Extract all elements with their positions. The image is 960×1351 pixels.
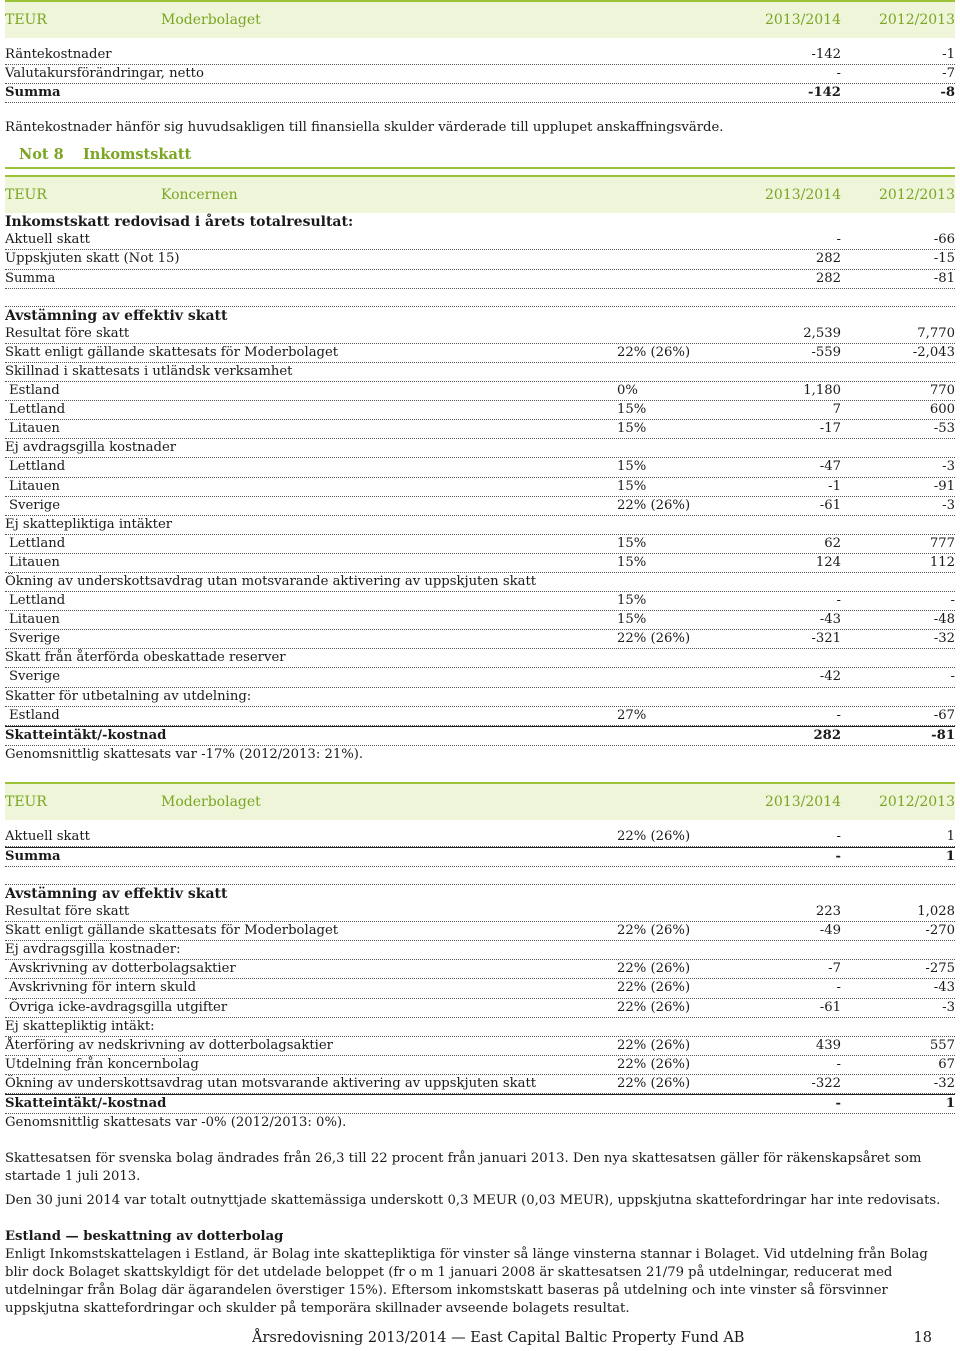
table-row	[5, 65, 955, 84]
row-tax-rate: 22% (26%)	[617, 1037, 691, 1053]
page-footer	[0, 1330, 960, 1350]
row-tax-rate: 15%	[617, 593, 647, 609]
row-tax-rate: 15%	[617, 535, 647, 551]
note-number: Not 8	[19, 145, 64, 163]
table-row-sum	[5, 84, 955, 103]
row-label: Valutakursförändringar, netto	[5, 66, 204, 82]
row-tax-rate	[617, 688, 727, 706]
table-row-sum	[5, 847, 955, 867]
row-tax-rate	[617, 668, 727, 686]
row-tax-rate	[617, 516, 727, 534]
table-header-koncern	[5, 175, 955, 213]
row-tax-rate	[617, 727, 727, 745]
row-value-prior: -67	[933, 707, 955, 723]
table-row	[5, 363, 955, 382]
row-value-current: -43	[819, 612, 841, 628]
row-value-current: -	[836, 1056, 841, 1072]
row-value-prior: -66	[933, 232, 955, 248]
row-label: Återföring av nedskrivning av dotterbolagsaktier	[5, 1037, 333, 1053]
row-label: Avskrivning av dotterbolagsaktier	[9, 961, 236, 977]
document-page	[5, 0, 955, 1318]
row-label: Litauen	[9, 554, 60, 570]
row-tax-rate: 22% (26%)	[617, 980, 691, 996]
table-row	[5, 707, 955, 726]
row-value-current: 2,539	[803, 325, 841, 341]
row-value-prior: -48	[933, 612, 955, 628]
table-row	[5, 1075, 955, 1094]
row-value-current	[727, 516, 841, 534]
row-label: Summa	[5, 85, 61, 101]
row-value-prior: -275	[925, 961, 955, 977]
table-row	[5, 828, 955, 847]
row-tax-rate	[617, 848, 727, 866]
row-value-prior: 557	[929, 1037, 955, 1053]
row-tax-rate: 22% (26%)	[617, 1075, 691, 1091]
row-value-current	[727, 649, 841, 667]
row-label: Skatteintäkt/-kostnad	[5, 727, 167, 743]
row-value-current: -	[835, 1096, 841, 1112]
header-entity: Moderbolaget	[161, 12, 261, 28]
row-value-current: -47	[819, 459, 841, 475]
avg-tax-text: Genomsnittlig skattesats var -17% (2012/2013: 21%).	[5, 746, 364, 762]
note-heading	[5, 141, 955, 169]
row-label: Avskrivning för intern skuld	[9, 980, 197, 996]
row-tax-rate: 15%	[617, 421, 647, 437]
row-label: Ej avdragsgilla kostnader	[5, 440, 177, 456]
estonia-heading: Estland — beskattning av dotterbolag	[5, 1229, 284, 1245]
row-tax-rate: 15%	[617, 478, 647, 494]
table-row	[5, 344, 955, 363]
row-tax-rate: 15%	[617, 459, 647, 475]
row-label: Skatter för utbetalning av utdelning:	[5, 688, 252, 704]
row-value-prior	[841, 1018, 955, 1036]
row-label: Ökning av underskottsavdrag utan motsvarande aktivering av uppskjuten skatt	[5, 573, 537, 589]
row-value-current: -	[835, 848, 841, 864]
row-label: Lettland	[9, 535, 66, 551]
section-title	[5, 307, 955, 325]
table-row	[5, 999, 955, 1018]
row-value-current	[727, 1018, 841, 1036]
table-row	[5, 960, 955, 979]
row-value-prior: 1,028	[917, 904, 955, 920]
header-year-current: 2013/2014	[765, 793, 841, 810]
note-title: Inkomstskatt	[83, 145, 192, 163]
row-label: Aktuell skatt	[5, 232, 90, 248]
table-row	[5, 592, 955, 611]
row-tax-rate: 22% (26%)	[617, 631, 691, 647]
row-value-current	[727, 941, 841, 959]
table-row-sum	[5, 726, 955, 746]
section-title-text: Avstämning av effektiv skatt	[5, 886, 228, 902]
row-label: Lettland	[9, 459, 66, 475]
table-row	[5, 231, 955, 250]
table-row	[5, 401, 955, 420]
row-tax-rate	[617, 649, 727, 667]
row-value-current: -49	[819, 923, 841, 939]
section-title	[5, 885, 955, 903]
row-label: Litauen	[9, 478, 60, 494]
section-title-text: Inkomstskatt redovisad i årets totalresultat:	[5, 214, 354, 231]
header-year-current: 2013/2014	[765, 12, 841, 28]
row-value-prior: -15	[933, 251, 955, 267]
row-label: Resultat före skatt	[5, 904, 130, 920]
row-value-current: -321	[811, 631, 841, 647]
section-title-text: Avstämning av effektiv skatt	[5, 307, 228, 324]
table-row	[5, 554, 955, 573]
row-value-current: 282	[815, 251, 841, 267]
row-label: Skatt enligt gällande skattesats för Moderbolaget	[5, 923, 339, 939]
row-value-prior: -32	[933, 631, 955, 647]
row-value-current: -	[836, 232, 841, 248]
row-label: Ej avdragsgilla kostnader:	[5, 942, 181, 958]
row-label: Summa	[5, 848, 61, 864]
table-row	[5, 649, 955, 668]
table-header-moder	[5, 782, 955, 820]
row-value-prior: -	[950, 669, 955, 685]
table-row	[5, 688, 955, 707]
table-row	[5, 382, 955, 401]
row-value-prior: 1	[946, 828, 955, 844]
header-year-prior: 2012/2013	[879, 793, 955, 810]
row-label: Ej skattepliktig intäkt:	[5, 1018, 155, 1034]
row-value-prior: 7,770	[917, 325, 955, 341]
row-label: Ökning av underskottsavdrag utan motsvarande aktivering av uppskjuten skatt	[5, 1075, 537, 1091]
row-tax-rate: 22% (26%)	[617, 828, 691, 844]
row-value-current: -	[836, 66, 841, 82]
row-tax-rate	[617, 325, 727, 343]
row-value-prior: -	[950, 593, 955, 609]
row-value-current: -7	[828, 961, 841, 977]
row-label: Utdelning från koncernbolag	[5, 1056, 199, 1072]
row-label: Sverige	[9, 497, 61, 513]
row-value-prior	[841, 516, 955, 534]
row-label: Aktuell skatt	[5, 828, 90, 844]
row-value-prior	[841, 649, 955, 667]
header-teur: TEUR	[5, 12, 47, 28]
table-row	[5, 458, 955, 477]
row-value-prior: -91	[933, 478, 955, 494]
row-tax-rate: 22% (26%)	[617, 1056, 691, 1072]
row-value-prior	[841, 363, 955, 381]
row-label: Estland	[9, 383, 60, 399]
table-row	[5, 325, 955, 344]
table-row	[5, 516, 955, 535]
row-label: Summa	[5, 270, 56, 286]
row-tax-rate	[617, 941, 727, 959]
table-row	[5, 573, 955, 592]
row-value-current: -142	[811, 47, 841, 62]
row-value-current	[727, 688, 841, 706]
row-value-current	[727, 439, 841, 457]
row-label: Lettland	[9, 593, 66, 609]
row-value-current: 7	[832, 402, 841, 418]
row-label: Litauen	[9, 612, 60, 628]
row-value-prior: 112	[929, 554, 955, 570]
row-value-prior: -1	[942, 47, 955, 62]
row-value-prior: -7	[942, 66, 955, 82]
table-row	[5, 1018, 955, 1037]
row-value-current: -61	[819, 999, 841, 1015]
row-label: Ej skattepliktiga intäkter	[5, 516, 173, 532]
row-value-prior: -43	[933, 980, 955, 996]
row-value-prior: 600	[929, 402, 955, 418]
row-value-current: -1	[828, 478, 841, 494]
table-row	[5, 535, 955, 554]
note-text: Räntekostnader hänför sig huvudsakligen till finansiella skulder värderade till upplupet anskaffningsvärde.	[5, 120, 724, 136]
row-label: Uppskjuten skatt (Not 15)	[5, 251, 180, 267]
table-row	[5, 420, 955, 439]
row-tax-rate: 0%	[617, 383, 638, 399]
row-value-current: 223	[815, 904, 841, 920]
row-value-current: -559	[811, 344, 841, 360]
header-year-prior: 2012/2013	[879, 12, 955, 28]
table-row	[5, 630, 955, 649]
row-value-prior: 1	[945, 848, 955, 864]
row-value-current: 282	[815, 270, 841, 286]
row-value-prior: 770	[929, 383, 955, 399]
row-value-current: -	[836, 593, 841, 609]
row-tax-rate: 22% (26%)	[617, 961, 691, 977]
row-label: Lettland	[9, 402, 66, 418]
table-row	[5, 439, 955, 458]
header-year-current: 2013/2014	[765, 187, 841, 204]
table-header-top	[5, 0, 955, 38]
row-value-prior: -3	[942, 497, 955, 513]
row-value-current	[727, 363, 841, 381]
row-value-current: -322	[811, 1075, 841, 1091]
row-value-current: -	[836, 828, 841, 844]
row-value-prior: -270	[925, 923, 955, 939]
row-value-prior: 1	[945, 1096, 955, 1112]
row-label: Skatt enligt gällande skattesats för Moderbolaget	[5, 344, 339, 360]
row-value-current: -42	[819, 669, 841, 685]
row-value-prior: -32	[933, 1075, 955, 1091]
row-value-prior	[841, 439, 955, 457]
row-value-current: -	[836, 980, 841, 996]
row-label: Övriga icke-avdragsgilla utgifter	[9, 999, 228, 1015]
table-row	[5, 497, 955, 516]
header-entity: Moderbolaget	[161, 793, 261, 810]
row-tax-rate: 22% (26%)	[617, 344, 691, 360]
paragraph: Skattesatsen för svenska bolag ändrades från 26,3 till 22 procent från januari 2013. Den nya skattesatsen gäller för räkenskapsåret som startade 1 juli 2013.	[5, 1151, 922, 1185]
row-tax-rate: 15%	[617, 612, 647, 628]
row-value-prior: -81	[931, 727, 955, 743]
row-tax-rate	[617, 439, 727, 457]
table-row-sum	[5, 1094, 955, 1114]
row-label: Estland	[9, 707, 60, 723]
row-value-prior	[841, 573, 955, 591]
row-value-current: 439	[815, 1037, 841, 1053]
header-teur: TEUR	[5, 187, 47, 204]
row-value-prior: -3	[942, 999, 955, 1015]
row-tax-rate	[617, 573, 727, 591]
row-value-prior: -8	[940, 85, 955, 101]
row-tax-rate: 27%	[617, 707, 647, 723]
table-row	[5, 941, 955, 960]
row-tax-rate	[617, 363, 727, 381]
header-year-prior: 2012/2013	[879, 187, 955, 204]
row-tax-rate: 22% (26%)	[617, 497, 691, 513]
row-value-prior	[841, 688, 955, 706]
table-row	[5, 979, 955, 998]
table-row	[5, 611, 955, 630]
header-teur: TEUR	[5, 793, 47, 810]
paragraph: Den 30 juni 2014 var totalt outnyttjade skattemässiga underskott 0,3 MEUR (0,03 MEUR), uppskjutna skattefordringar har inte redovisats.	[5, 1193, 941, 1209]
row-tax-rate: 15%	[617, 402, 647, 418]
row-label: Sverige	[9, 631, 61, 647]
row-value-current: 62	[824, 535, 841, 551]
row-value-prior	[841, 941, 955, 959]
row-label: Sverige	[9, 669, 61, 685]
table-row	[5, 922, 955, 941]
row-tax-rate	[617, 903, 727, 921]
row-value-current	[727, 573, 841, 591]
row-tax-rate: 22% (26%)	[617, 999, 691, 1015]
table-row	[5, 46, 955, 65]
row-value-prior: -81	[933, 270, 955, 286]
table-row	[5, 668, 955, 687]
avg-tax-text: Genomsnittlig skattesats var -0% (2012/2013: 0%).	[5, 1115, 347, 1131]
row-tax-rate	[617, 1095, 727, 1113]
page-number: 18	[913, 1330, 932, 1346]
row-value-prior: -2,043	[912, 344, 955, 360]
row-value-prior: -3	[942, 459, 955, 475]
row-label: Räntekostnader	[5, 47, 112, 62]
table-row	[5, 1056, 955, 1075]
row-value-current: -17	[819, 421, 841, 437]
row-value-prior: 777	[929, 535, 955, 551]
row-tax-rate	[617, 1018, 727, 1036]
row-label: Litauen	[9, 421, 60, 437]
row-tax-rate: 15%	[617, 554, 647, 570]
header-entity: Koncernen	[161, 187, 238, 204]
table-row	[5, 478, 955, 497]
row-value-current: 124	[815, 554, 841, 570]
row-value-current: -	[836, 707, 841, 723]
row-value-prior: -53	[933, 421, 955, 437]
row-value-current: 1,180	[803, 383, 841, 399]
table-row	[5, 1037, 955, 1056]
row-label: Skatteintäkt/-kostnad	[5, 1096, 167, 1112]
section-title	[5, 213, 955, 231]
row-value-current: 282	[813, 727, 841, 743]
row-value-current: -142	[807, 85, 841, 101]
footer-text: Årsredovisning 2013/2014 — East Capital Baltic Property Fund AB	[252, 1330, 745, 1346]
row-value-current: -61	[819, 497, 841, 513]
row-label: Skatt från återförda obeskattade reserver	[5, 650, 286, 666]
row-tax-rate: 22% (26%)	[617, 923, 691, 939]
table-row	[5, 250, 955, 269]
row-value-prior: 67	[938, 1056, 955, 1072]
row-label: Skillnad i skattesats i utländsk verksamhet	[5, 363, 293, 379]
table-row	[5, 903, 955, 922]
row-label: Resultat före skatt	[5, 325, 130, 341]
table-row	[5, 270, 955, 289]
paragraph: Enligt Inkomstskattelagen i Estland, är Bolag inte skattepliktiga för vinster så länge vinsterna stannar i Bolaget. Vid utdelning från Bolag blir dock Bolaget skattskyldigt för det utdelade beloppet (fr o m 1 januari 2008 är skattesatsen 21/79 på utdelningar, reducerat med utdelningar från Bolag där ägarandelen överstiger 15%). Eftersom inkomstskatt baseras på utdelning och inte vinster så försvinner uppskjutna skattefordringar och skulder på temporära skillnader avseende bolagets resultat.	[5, 1247, 928, 1317]
